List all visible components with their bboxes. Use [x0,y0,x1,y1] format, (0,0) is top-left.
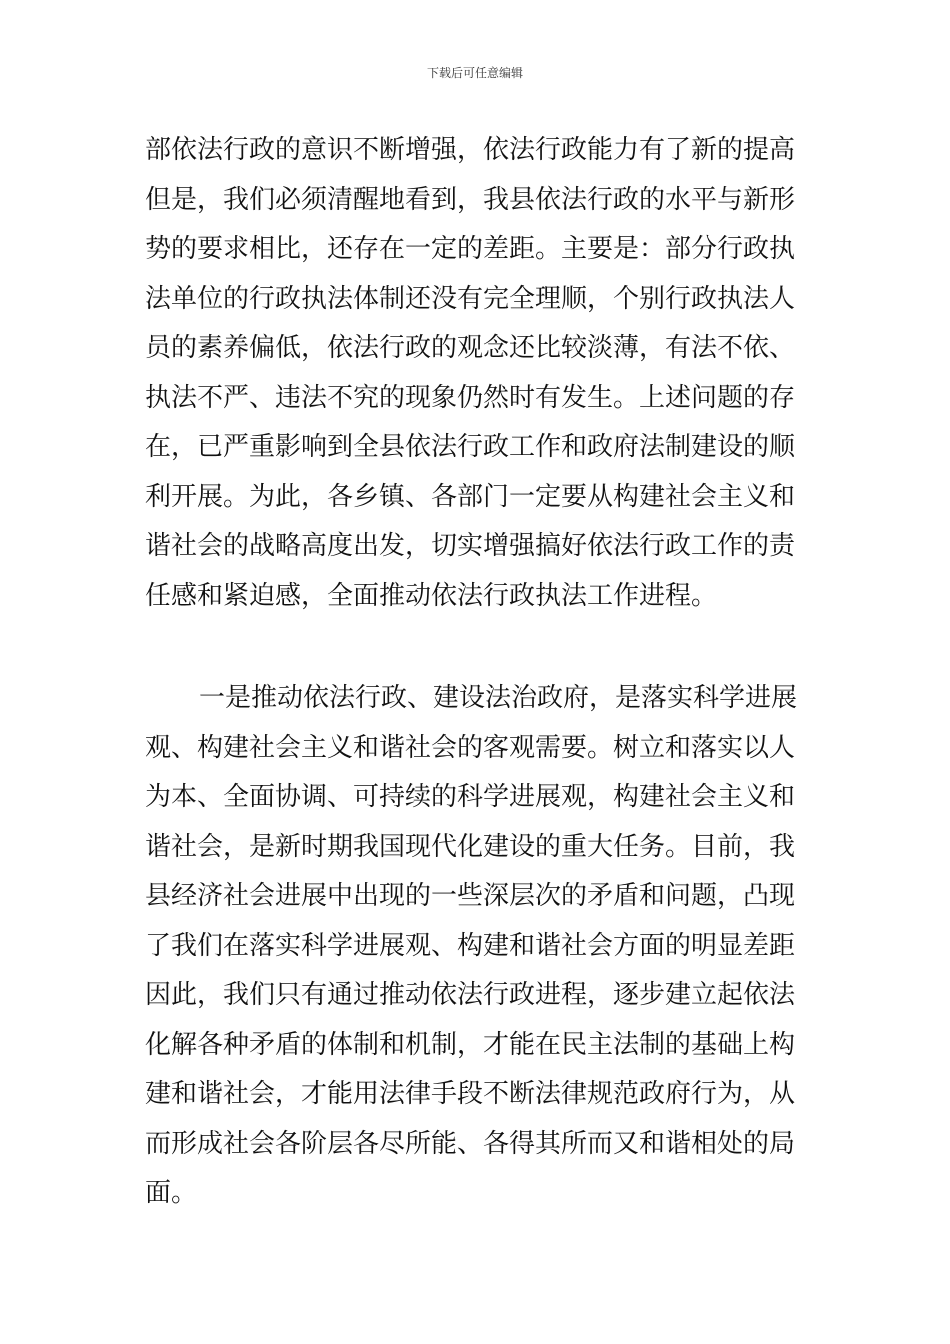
page-header: 下载后可任意编辑 [426,66,523,80]
text-line: 为本、全面协调、可持续的科学进展观，构建社会主义和 [145,782,796,812]
paragraph-2 [145,674,810,1219]
text-line: 而形成社会各阶层各尽所能、各得其所而又和谐相处的局 [145,1128,796,1159]
text-line: 面。 [145,1178,198,1208]
text-line: 任感和紧迫感，全面推动依法行政执法工作进程。 [145,580,718,611]
text-line: 员的素养偏低，依法行政的观念还比较淡薄，有法不依、 [145,333,796,363]
text-line: 谐社会，是新时期我国现代化建设的重大任务。目前，我 [145,831,796,862]
text-line: 县经济社会进展中出现的一些深层次的矛盾和问题，凸现 [145,881,796,911]
text-line: 执法不严、违法不究的现象仍然时有发生。上述问题的存 [145,382,796,413]
text-line: 部依法行政的意识不断增强，依法行政能力有了新的提高 [145,135,796,165]
text-line: 但是，我们必须清醒地看到，我县依法行政的水平与新形 [145,184,796,215]
text-line: 因此，我们只有通过推动依法行政进程，逐步建立起依法 [145,980,796,1010]
text-line: 谐社会的战略高度出发，切实增强搞好依法行政工作的责 [145,531,796,561]
text-line: 化解各种矛盾的体制和机制，才能在民主法制的基础上构 [145,1029,796,1060]
text-line: 观、构建社会主义和谐社会的客观需要。树立和落实以人 [145,732,796,763]
text-line: 利开展。为此，各乡镇、各部门一定要从构建社会主义和 [145,481,796,512]
paragraph-1 [145,126,810,621]
text-line: 了我们在落实科学进展观、构建和谐社会方面的明显差距 [145,930,796,961]
text-line: 法单位的行政执法体制还没有完全理顺，个别行政执法人 [145,283,796,314]
text-line-indented: 一是推动依法行政、建设法治政府，是落实科学进展 [199,683,798,713]
text-line: 势的要求相比，还存在一定的差距。主要是：部分行政执 [145,234,796,264]
text-line: 在，已严重影响到全县依法行政工作和政府法制建设的顺 [145,432,796,462]
text-line: 建和谐社会，才能用法律手段不断法律规范政府行为，从 [145,1079,796,1109]
